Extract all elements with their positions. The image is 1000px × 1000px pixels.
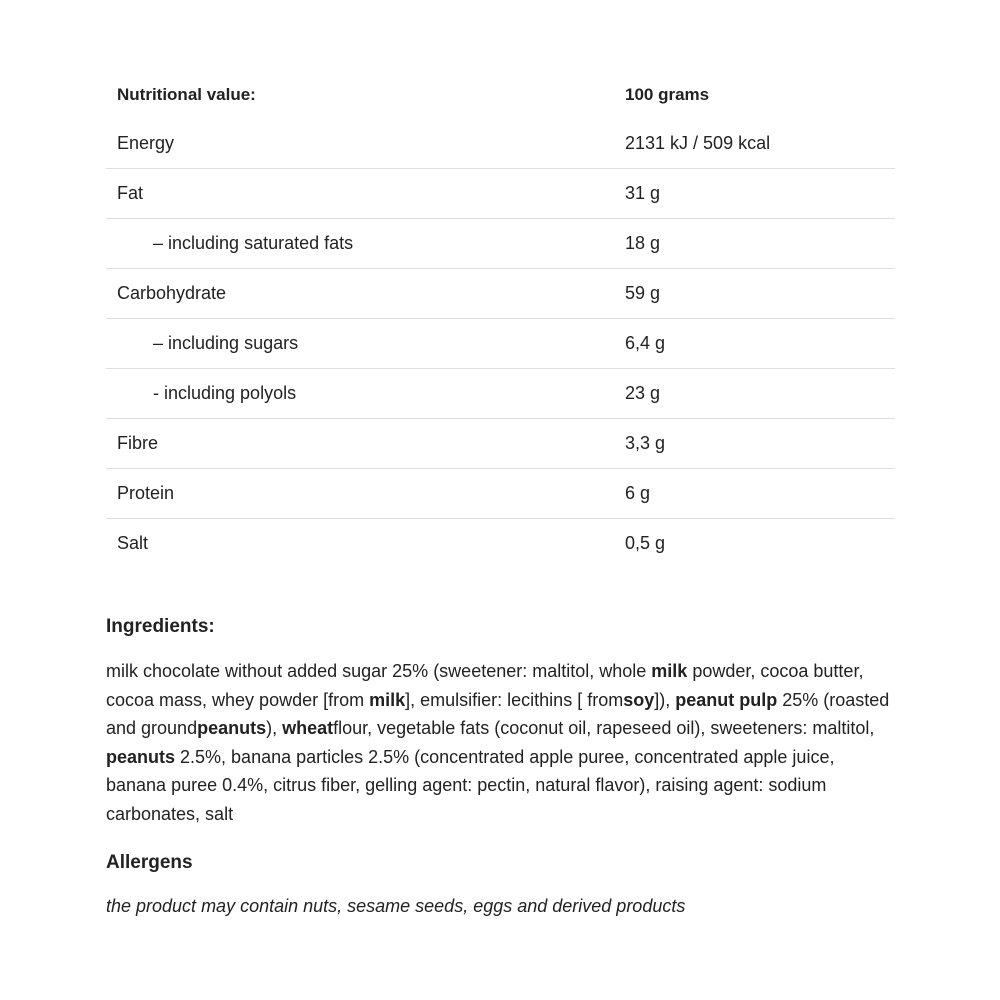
nutrient-value: 23 g [625, 369, 895, 419]
ingredients-allergen: soy [623, 689, 655, 710]
nutrient-value: 3,3 g [625, 419, 895, 469]
nutrient-name: Carbohydrate [106, 269, 625, 319]
ingredients-segment: ]), [654, 689, 676, 710]
nutrient-name: Fat [106, 169, 625, 219]
nutrient-value: 0,5 g [625, 533, 666, 553]
table-row [106, 419, 895, 469]
table-row [106, 169, 895, 219]
nutrient-name: Salt [117, 533, 149, 553]
table-row [106, 469, 895, 519]
ingredients-allergen: wheat [282, 718, 334, 738]
nutrient-value: 6,4 g [625, 319, 895, 369]
ingredients-segment: 2.5%, banana particles 2.5% (concentrated apple puree, concentrated apple juice, banana puree 0.4%, citrus fiber, gelling agent: pectin, natural flavor), raising agent: sodium carbonates, salt [106, 746, 835, 824]
nutrition-table [106, 70, 895, 568]
ingredients-allergen: peanuts [197, 718, 267, 738]
nutrient-name: – including saturated fats [106, 219, 625, 269]
table-row [106, 269, 895, 319]
nutrition-header-row [106, 70, 895, 119]
nutrient-value: 2131 kJ / 509 kcal [625, 119, 895, 169]
nutrient-name: Fibre [106, 419, 625, 469]
table-row [106, 369, 895, 419]
ingredients-segment: ), [266, 718, 283, 738]
table-row [106, 319, 895, 369]
ingredients-segment: ], emulsifier: lecithins [ from [405, 689, 624, 710]
allergens-text: the product may contain nuts, sesame seeds, eggs and derived products [106, 896, 686, 916]
nutrient-value: 18 g [625, 219, 895, 269]
nutrient-name: Energy [106, 119, 625, 169]
ingredients-allergen: peanuts [106, 746, 176, 767]
ingredients-segment: 25% (roasted and ground [106, 689, 890, 738]
nutrient-value: 6 g [625, 469, 895, 519]
ingredients-allergen: milk [369, 689, 406, 710]
ingredients-allergen: peanut pulp [675, 689, 778, 710]
nutrient-name: - including polyols [106, 369, 625, 419]
ingredients-allergen: milk [651, 661, 688, 681]
ingredients-segment: milk chocolate without added sugar 25% (sweetener: maltitol, whole [106, 661, 652, 681]
ingredients-heading: Ingredients: [106, 616, 215, 637]
nutrient-name: Protein [106, 469, 625, 519]
allergens-heading: Allergens [106, 852, 193, 873]
nutrient-value: 31 g [625, 169, 895, 219]
table-row [106, 519, 895, 569]
ingredients-segment: powder, cocoa butter, cocoa mass, whey powder [from [106, 661, 864, 710]
ingredients-text [106, 657, 896, 828]
table-row [106, 119, 895, 169]
table-row [106, 219, 895, 269]
nutrition-header-value: 100 grams [625, 84, 710, 104]
nutrition-header-name: Nutritional value: [117, 84, 256, 104]
nutrient-value: 59 g [625, 269, 895, 319]
nutrient-name: – including sugars [106, 319, 625, 369]
ingredients-segment: flour, vegetable fats (coconut oil, rapeseed oil), sweeteners: maltitol, [333, 718, 875, 738]
